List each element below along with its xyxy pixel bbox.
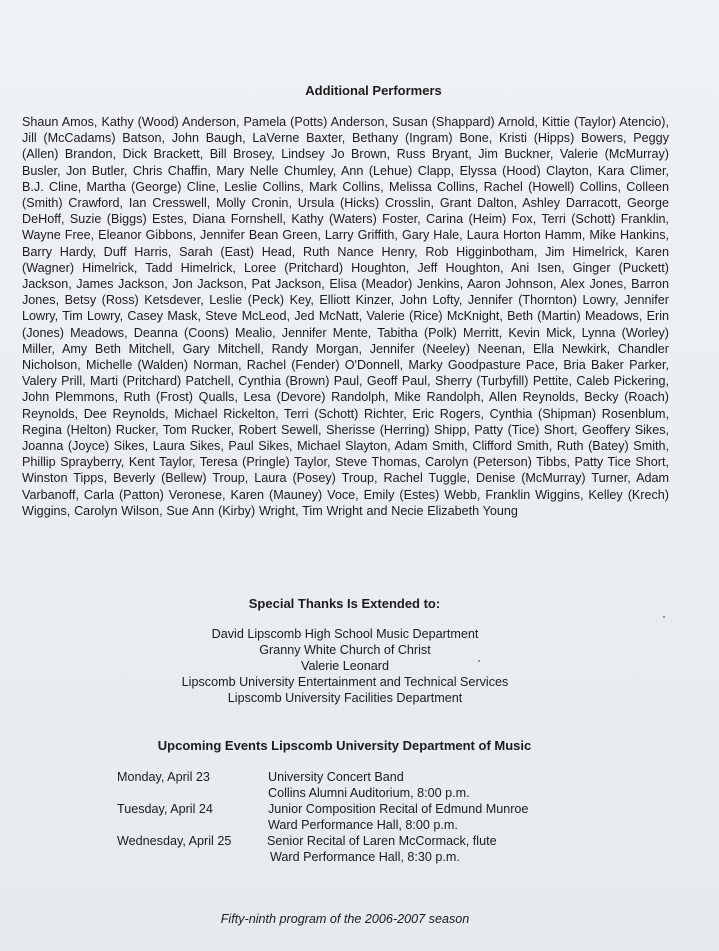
performers-list: Shaun Amos, Kathy (Wood) Anderson, Pamela (Potts) Anderson, Susan (Shappard) Arnold, Kittie (Taylor) Atencio), Jill (McCadams) Batson, John Baugh, LaVerne Baxter, Bethany (Ingram) Bone, Kristi (Hipps) Bowers, Peggy (Allen) Brandon, Dick Brackett, Bill Brosey, Lindsey Jo Brown, Russ Bryant, Jim Buckner, Valerie (McMurray) Busler, Jon Butler, Chris Chaffin, Mary Nelle Chumley, Ann (Lehue) Clapp, Elyssa (Hood) Clayton, Kara Climer, B.J. Cline, Martha (George) Cline, Leslie Collins, Mark Collins, Melissa Collins, Rachel (Howell) Collins, Colleen (Smith) Crawford, Ian Cresswell, Molly Cronin, Ursula (Hicks) Crosslin, Grant Dalton, Ashley Darracott, George DeHoff, Suzie (Biggs) Estes, Diana Fornshell, Kathy (Waters) Foster, Carina (Heim) Fox, Terri (Schott) Franklin, Wayne Free, Eleanor Gibbons, Jennifer Bean Green, Larry Griffith, Gary Hale, Laura Horton Hamm, Mike Hankins, Barry Hardy, Duff Harris, Sarah (East) Head, Ruth Nance Henry, Rob Higginbotham, Jim Himelrick, Karen (Wagner) Himelrick, Tadd Himelrick, Loree (Pritchard) Houghton, Jeff Houghton, Ani Isen, Ginger (Puckett) Jackson, James Jackson, Jon Jackson, Pat Jackson, Elisa (Meador) Jenkins, Aaron Johnson, Alex Jones, Barron Jones, Betsy (Ross) Ketsdever, Leslie (Peck) Key, Elliott Kinzer, John Lofty, Jennifer (Thornton) Lowry, Jennifer Lowry, Tim Lowry, Casey Mask, Steve McLeod, Jed McNatt, Valerie (Rice) McKnight, Beth (Martin) Meadows, Erin (Jones) Meadows, Deanna (Coons) Mealio, Jennifer Mente, Tabitha (Polk) Merritt, Kevin Mick, Lynna (Worley) Miller, Amy Beth Mitchell, Gary Mitchell, Randy Morgan, Jennifer (Neeley) Neenan, Ella Newkirk, Chandler Nicholson, Michelle (Walden) Norman, Rachel (Fender) O'Donnell, Marky Goodpasture Pace, Bria Baker Parker, Valery Prill, Marti (Pritchard) Patchell, Cynthia (Brown) Paul, Geoff Paul, Sherry (Turbyfill) Pettite, Caleb Pickering, John Plemmons, Ruth (Frost) Qualls, Lesa (Devore) Randolph, Mike Randolph, Allen Reynolds, Becky (Roach) Reynolds, Dee Reynolds, Michael Rickelton, Terri (Schott) Richter, Eric Rogers, Cynthia (Shipman) Rosenblum, Regina (Helton) Rucker, Tom Rucker, Robert Sewell, Sherisse (Herring) Shipp, Patty (Tice) Short, Geoffery Sikes, Joanna (Joyce) Sikes, Laura Sikes, Paul Sikes, Michael Slayton, Adam Smith, Clifford Smith, Ruth (Batey) Smith, Phillip Sprayberry, Kent Taylor, Teresa (Pringle) Taylor, Steve Thomas, Carolyn (Peterson) Tibbs, Patty Tice Short, Winston Tipps, Beverly (Bellew) Troup, Laura (Posey) Troup, Rachel Tuggle, Denise (McMurray) Turner, Adam Varbanoff, Carla (Patton) Veronese, Karen (Mauney) Voce, Emily (Estes) Webb, Franklin Wiggins, Kelley (Krech) Wiggins, Carolyn Wilson, Sue Ann (Kirby) Wright, Tim Wright and Necie Elizabeth Young [22,115,669,518]
thanks-item: Valerie Leonard [301,659,389,673]
thanks-item: David Lipscomb High School Music Department [211,627,479,641]
event-venue: Collins Alumni Auditorium, 8:00 p.m. [268,786,470,800]
paper-speck [663,616,665,618]
special-thanks-list [0,626,690,706]
upcoming-events-heading: Upcoming Events Lipscomb University Department of Music [157,738,532,753]
performers-heading: Additional Performers [305,83,442,98]
thanks-item: Lipscomb University Facilities Department [227,691,463,705]
event-day: Monday, April 23 [117,770,210,784]
special-thanks-heading: Special Thanks Is Extended to: [248,596,441,611]
event-venue: Ward Performance Hall, 8:30 p.m. [270,850,460,864]
event-title: University Concert Band [268,770,404,784]
event-title: Junior Composition Recital of Edmund Munroe [268,802,529,816]
event-title: Senior Recital of Laren McCormack, flute [267,834,497,848]
event-venue: Ward Performance Hall, 8:00 p.m. [268,818,458,832]
program-footer: Fifty-ninth program of the 2006-2007 season [220,912,470,926]
event-day: Wednesday, April 25 [117,834,232,848]
paper-speck [478,660,480,662]
event-day: Tuesday, April 24 [117,802,213,816]
thanks-item: Lipscomb University Entertainment and Technical Services [181,675,509,689]
thanks-item: Granny White Church of Christ [259,643,431,657]
